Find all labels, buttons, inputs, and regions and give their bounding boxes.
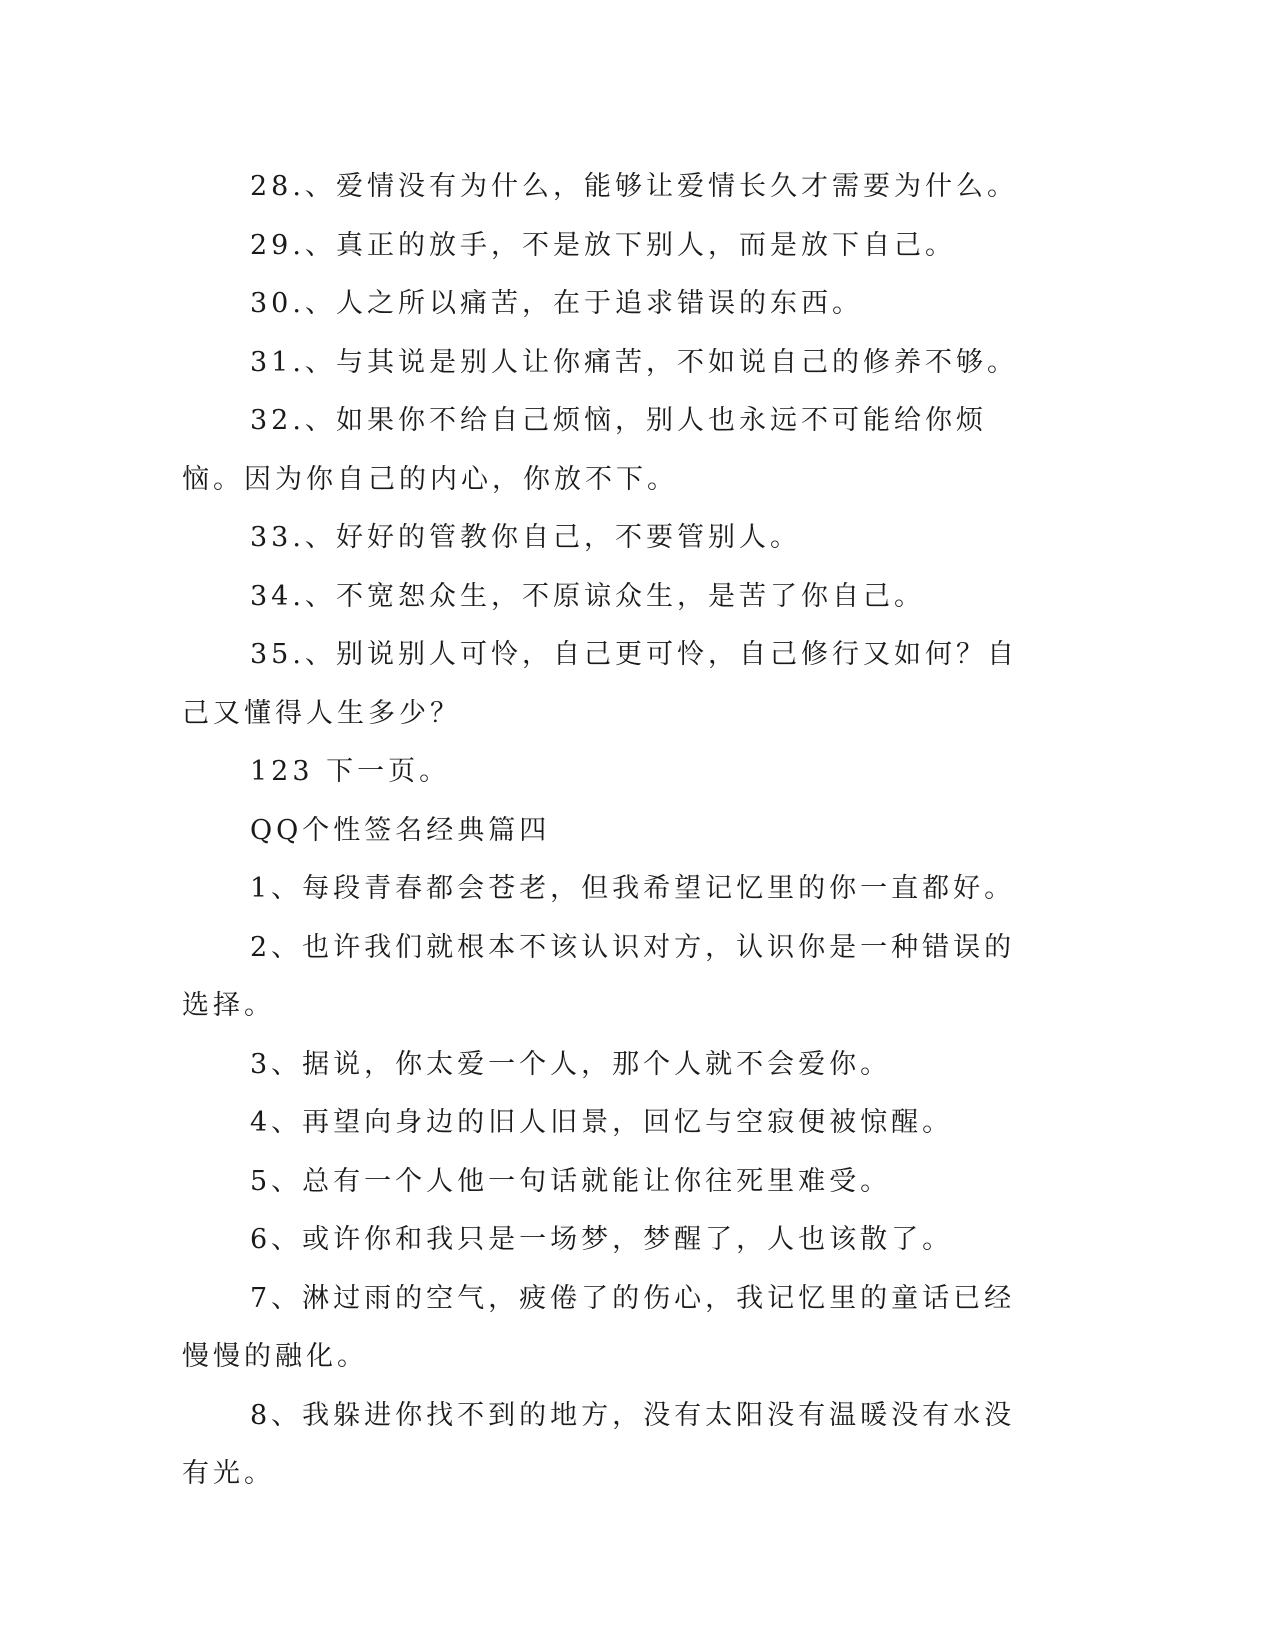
paragraph-8: 8、我躲进你找不到的地方，没有太阳没有温暖没有水没有光。 [182,1399,1016,1489]
paragraph-1: 1、每段青春都会苍老，但我希望记忆里的你一直都好。 [250,873,1016,904]
paragraph-35: 35.、别说别人可怜，自己更可怜，自己修行又如何？自己又懂得人生多少？ [182,639,1018,729]
paragraph-33: 33.、好好的管教你自己，不要管别人。 [250,522,801,553]
section-heading: QQ个性签名经典篇四 [250,814,551,846]
paragraph-6: 6、或许你和我只是一场梦，梦醒了，人也该散了。 [250,1224,954,1255]
paragraph-2: 2、也许我们就根本不该认识对方，认识你是一种错误的选择。 [182,931,1016,1021]
paragraph-5: 5、总有一个人他一句话就能让你往死里难受。 [250,1165,892,1197]
paragraph-4: 4、再望向身边的旧人旧景，回忆与空寂便被惊醒。 [250,1107,954,1138]
page-nav-text: 123 下一页。 [250,756,451,787]
paragraph-32: 32.、如果你不给自己烦恼，别人也永远不可能给你烦恼。因为你自己的内心，你放不下。 [182,405,987,495]
paragraph-31: 31.、与其说是别人让你痛苦，不如说自己的修养不够。 [250,346,1018,378]
document-body [182,158,1042,1504]
paragraph-7: 7、淋过雨的空气，疲倦了的伤心，我记忆里的童话已经慢慢的融化。 [182,1282,1016,1372]
paragraph-30: 30.、人之所以痛苦，在于追求错误的东西。 [250,288,863,319]
paragraph-28: 28.、爱情没有为什么，能够让爱情长久才需要为什么。 [250,171,1018,202]
paragraph-34: 34.、不宽恕众生，不原谅众生，是苦了你自己。 [250,580,925,612]
paragraph-29: 29.、真正的放手，不是放下别人，而是放下自己。 [250,229,956,261]
paragraph-3: 3、据说，你太爱一个人，那个人就不会爱你。 [250,1048,892,1080]
